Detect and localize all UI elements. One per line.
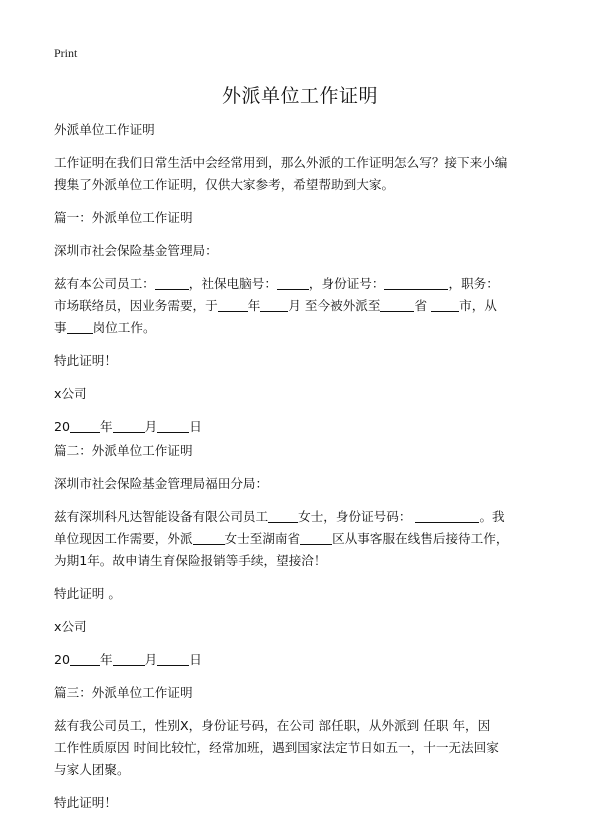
text-fragment: 单位现因工作需要，外派 bbox=[54, 531, 193, 546]
intro-paragraph bbox=[54, 152, 551, 196]
text-fragment: ，身份证号： bbox=[308, 276, 385, 291]
fill-blank bbox=[67, 320, 93, 334]
text-line: 与家人团聚。 bbox=[54, 762, 130, 777]
document-body bbox=[54, 119, 551, 825]
date-year-label: 年 bbox=[100, 419, 113, 434]
text-line: 兹有我公司员工，性别X，身份证号码，在公司 部任职，从外派到 任职 年，因 bbox=[54, 718, 491, 733]
section2-closing: 特此证明 。 bbox=[54, 586, 121, 601]
section1-body bbox=[54, 273, 551, 339]
doc-subtitle: 外派单位工作证明 bbox=[54, 122, 155, 137]
fill-blank bbox=[218, 298, 248, 312]
section2-company: x公司 bbox=[54, 619, 87, 634]
text-fragment: 为期1年。故申请生育保险报销等手续，望接洽！ bbox=[54, 553, 327, 568]
text-fragment: 。我 bbox=[479, 509, 505, 524]
date-prefix: 20 bbox=[54, 419, 71, 434]
text-fragment: 兹有本公司员工： bbox=[54, 276, 155, 291]
section1-date bbox=[54, 416, 551, 438]
text-fragment: 女士至湖南省 bbox=[224, 531, 301, 546]
date-month-label: 月 bbox=[144, 652, 158, 667]
section2-date bbox=[54, 649, 551, 671]
page-title: 外派单位工作证明 bbox=[221, 85, 378, 107]
text-fragment: ，社保电脑号： bbox=[188, 276, 277, 291]
text-fragment: 省 bbox=[414, 298, 428, 313]
date-day-label: 日 bbox=[189, 652, 202, 667]
section2-body bbox=[54, 506, 551, 572]
text-fragment: 市场联络员，因业务需要，于 bbox=[54, 298, 218, 313]
section2-addressee: 深圳市社会保险基金管理局福田分局： bbox=[54, 476, 269, 491]
section1-heading: 篇一：外派单位工作证明 bbox=[54, 210, 193, 225]
fill-blank bbox=[113, 652, 145, 666]
text-fragment: 市，从 bbox=[459, 298, 497, 313]
fill-blank bbox=[157, 419, 189, 433]
text-fragment: ，职务： bbox=[448, 276, 499, 291]
fill-blank bbox=[277, 276, 309, 290]
section3-heading: 篇三：外派单位工作证明 bbox=[54, 685, 193, 700]
fill-blank bbox=[193, 531, 225, 545]
text-fragment: 年 bbox=[247, 298, 261, 313]
fill-blank bbox=[300, 531, 332, 545]
section2-heading: 篇二：外派单位工作证明 bbox=[54, 443, 193, 458]
fill-blank bbox=[268, 509, 298, 523]
fill-blank bbox=[70, 652, 100, 666]
fill-blank bbox=[380, 298, 414, 312]
text-fragment: 区从事客服在线售后接待工作， bbox=[332, 531, 509, 546]
intro-line: 搜集了外派单位工作证明，仅供大家参考，希望帮助到大家。 bbox=[54, 177, 395, 192]
text-fragment: 岗位工作。 bbox=[92, 320, 156, 335]
date-year-label: 年 bbox=[100, 652, 113, 667]
text-fragment: 女士，身份证号码： bbox=[298, 509, 412, 524]
fill-blank bbox=[415, 509, 479, 523]
section1-company: x公司 bbox=[54, 386, 87, 401]
text-fragment: 月 至今被外派至 bbox=[288, 298, 381, 313]
section3-body bbox=[54, 715, 551, 781]
fill-blank bbox=[260, 298, 288, 312]
fill-blank bbox=[113, 419, 145, 433]
fill-blank bbox=[155, 276, 189, 290]
section3-closing: 特此证明！ bbox=[54, 795, 117, 810]
date-month-label: 月 bbox=[144, 419, 158, 434]
print-label: Print bbox=[54, 46, 78, 60]
fill-blank bbox=[384, 276, 448, 290]
fill-blank bbox=[70, 419, 100, 433]
text-line: 工作性质原因 时间比较忙，经常加班，遇到国家法定节日如五一，十一无法回家 bbox=[54, 740, 499, 755]
text-fragment: 事 bbox=[54, 320, 67, 335]
fill-blank bbox=[157, 652, 189, 666]
intro-line: 工作证明在我们日常生活中会经常用到，那么外派的工作证明怎么写？接下来小编 bbox=[54, 155, 508, 170]
section1-addressee: 深圳市社会保险基金管理局： bbox=[54, 243, 218, 258]
text-fragment: 兹有深圳科凡达智能设备有限公司员工 bbox=[54, 509, 269, 524]
date-day-label: 日 bbox=[189, 419, 202, 434]
fill-blank bbox=[431, 298, 459, 312]
date-prefix: 20 bbox=[54, 652, 71, 667]
section1-closing: 特此证明！ bbox=[54, 353, 117, 368]
